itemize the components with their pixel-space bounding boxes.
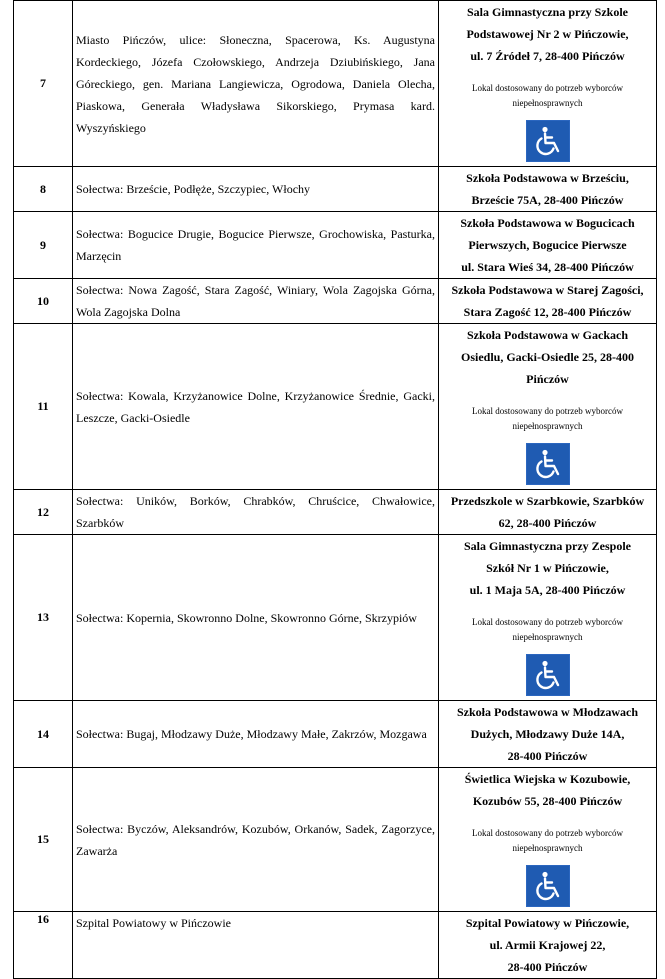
polling-location (439, 167, 657, 212)
location-line: Sala Gimnastyczna przy Zespole (464, 539, 631, 553)
table-row (14, 167, 657, 212)
district-area: Sołectwa: Brzeście, Podłęże, Szczypiec, Włochy (73, 167, 439, 212)
location-line: Szpital Powiatowy w Pińczowie, (465, 916, 630, 930)
accessibility-note-line: niepełnosprawnych (512, 632, 583, 642)
polling-location (439, 701, 657, 768)
accessibility-sign (441, 443, 654, 485)
location-address (441, 912, 654, 978)
table-row (14, 535, 657, 701)
location-address (441, 279, 654, 323)
accessibility-note-line: Lokal dostosowany do potrzeb wyborców (472, 83, 623, 93)
location-line: ul. 1 Maja 5A, 28-400 Pińczów (469, 583, 626, 597)
location-line: Szkół Nr 1 w Pińczowie, (486, 561, 609, 575)
station-number: 12 (14, 490, 73, 535)
polling-location (439, 1, 657, 167)
polling-location (439, 324, 657, 490)
station-number: 16 (14, 912, 73, 979)
location-address (441, 212, 654, 278)
location-address (441, 167, 654, 211)
table-row (14, 279, 657, 324)
location-line: Szkoła Podstawowa w Starej Zagości, (451, 283, 644, 297)
station-number: 8 (14, 167, 73, 212)
location-address (441, 490, 654, 534)
location-line: Szkoła Podstawowa w Młodzawach (456, 705, 638, 719)
location-line: Szkoła Podstawowa w Brześciu, (466, 171, 629, 185)
table-row (14, 1, 657, 167)
accessibility-note (441, 826, 654, 856)
accessibility-note (441, 615, 654, 645)
table-row (14, 701, 657, 768)
station-number: 7 (14, 1, 73, 167)
accessibility-sign (441, 654, 654, 696)
wheelchair-icon (526, 443, 570, 485)
station-number: 10 (14, 279, 73, 324)
district-area: Sołectwa: Kopernia, Skowronno Dolne, Skowronno Górne, Skrzypiów (73, 535, 439, 701)
table-row (14, 324, 657, 490)
wheelchair-icon (526, 865, 570, 907)
location-line: ul. 7 Źródeł 7, 28-400 Pińczów (470, 49, 625, 63)
district-area: Sołectwa: Bogucice Drugie, Bogucice Pierwsze, Grochowiska, Pasturka, Marzęcin (73, 212, 439, 279)
location-line: Pierwszych, Bogucice Pierwsze (468, 238, 627, 252)
polling-stations-table (13, 0, 657, 979)
polling-location (439, 212, 657, 279)
district-area: Sołectwa: Nowa Zagość, Stara Zagość, Winiary, Wola Zagojska Górna, Wola Zagojska Dolna (73, 279, 439, 324)
polling-stations-document (13, 0, 656, 979)
polling-location (439, 535, 657, 701)
location-line: 62, 28-400 Pińczów (498, 516, 597, 530)
table-row (14, 212, 657, 279)
location-address (441, 701, 654, 767)
accessibility-note-line: niepełnosprawnych (512, 421, 583, 431)
table-row (14, 490, 657, 535)
polling-location (439, 279, 657, 324)
location-line: Dużych, Młodzawy Duże 14A, (470, 727, 625, 741)
district-area: Sołectwa: Uników, Borków, Chrabków, Chruścice, Chwałowice, Szarbków (73, 490, 439, 535)
location-address (441, 324, 654, 390)
location-line: Podstawowej Nr 2 w Pińczowie, (466, 27, 629, 41)
station-number: 11 (14, 324, 73, 490)
polling-location (439, 912, 657, 979)
location-line: Osiedlu, Gacki-Osiedle 25, 28-400 (460, 350, 634, 364)
location-line: 28-400 Pińczów (507, 960, 588, 974)
location-address (441, 768, 654, 812)
table-row (14, 768, 657, 912)
polling-location (439, 768, 657, 912)
wheelchair-icon (526, 654, 570, 696)
location-address (441, 1, 654, 67)
accessibility-sign (441, 120, 654, 162)
accessibility-note (441, 404, 654, 434)
district-area: Szpital Powiatowy w Pińczowie (73, 912, 439, 979)
location-line: Szkoła Podstawowa w Gackach (466, 328, 628, 342)
district-area: Miasto Pińczów, ulice: Słoneczna, Spacerowa, Ks. Augustyna Kordeckiego, Józefa Czołowskiego, Andrzeja Dziubińskiego, Jana Góreckiego, gen. Mariana Langiewicza, Ogrodowa, Daniela Olecha, Piaskowa, Generała Władysława Sikorskiego, Prymasa kard. Wyszyńskiego (73, 1, 439, 167)
accessibility-note-line: niepełnosprawnych (512, 843, 583, 853)
accessibility-note-line: Lokal dostosowany do potrzeb wyborców (472, 828, 623, 838)
accessibility-note-line: Lokal dostosowany do potrzeb wyborców (472, 617, 623, 627)
location-address (441, 535, 654, 601)
location-line: Brzeście 75A, 28-400 Pińczów (471, 193, 624, 207)
accessibility-note-line: niepełnosprawnych (512, 98, 583, 108)
accessibility-sign (441, 865, 654, 907)
location-line: Przedszkole w Szarbkowie, Szarbków (450, 494, 645, 508)
location-line: ul. Stara Wieś 34, 28-400 Pińczów (461, 260, 634, 274)
station-number: 15 (14, 768, 73, 912)
polling-location (439, 490, 657, 535)
location-line: Szkoła Podstawowa w Bogucicach (460, 216, 635, 230)
location-line: Stara Zagość 12, 28-400 Pińczów (463, 305, 632, 319)
accessibility-note (441, 81, 654, 111)
station-number: 13 (14, 535, 73, 701)
location-line: Świetlica Wiejska w Kozubowie, (464, 772, 631, 786)
location-line: Sala Gimnastyczna przy Szkole (467, 5, 628, 19)
location-line: ul. Armii Krajowej 22, (489, 938, 606, 952)
location-line: Pińczów (526, 372, 569, 386)
wheelchair-icon (526, 120, 570, 162)
table-body (14, 1, 657, 979)
district-area: Sołectwa: Bugaj, Młodzawy Duże, Młodzawy Małe, Zakrzów, Mozgawa (73, 701, 439, 768)
district-area: Sołectwa: Byczów, Aleksandrów, Kozubów, Orkanów, Sadek, Zagorzyce, Zawarża (73, 768, 439, 912)
station-number: 9 (14, 212, 73, 279)
table-row (14, 912, 657, 979)
location-line: 28-400 Pińczów (507, 749, 588, 763)
location-line: Kozubów 55, 28-400 Pińczów (472, 794, 623, 808)
accessibility-note-line: Lokal dostosowany do potrzeb wyborców (472, 406, 623, 416)
district-area: Sołectwa: Kowala, Krzyżanowice Dolne, Krzyżanowice Średnie, Gacki, Leszcze, Gacki-Osiedle (73, 324, 439, 490)
station-number: 14 (14, 701, 73, 768)
